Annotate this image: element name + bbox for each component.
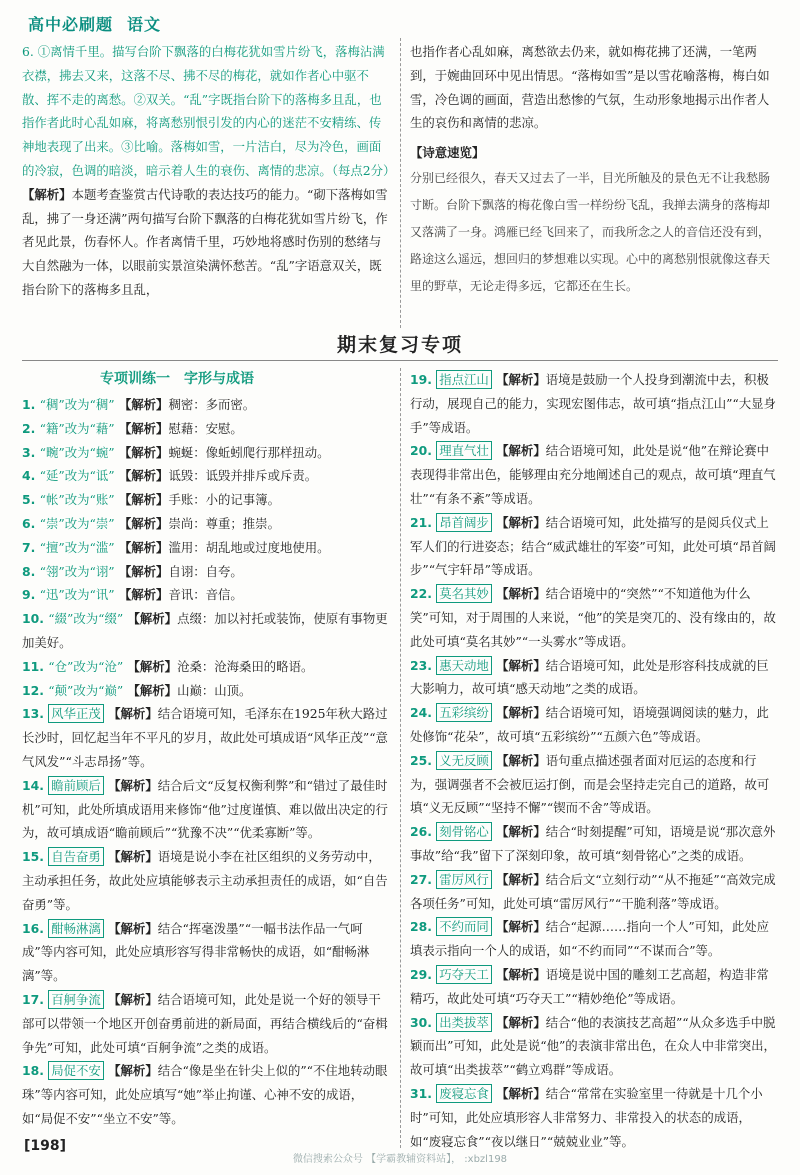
item-number: 28. <box>410 919 437 935</box>
answer-item <box>410 1082 776 1153</box>
answer-item <box>410 439 776 510</box>
item-analysis: 点缀：加以衬托或装饰，使原有事物更加美好。 <box>22 611 388 650</box>
answer-item <box>22 702 392 773</box>
analysis-tag: 【解析】 <box>103 777 158 793</box>
series-title: 高中必刷题 <box>28 15 114 34</box>
item-answer: 理直气壮 <box>436 441 492 460</box>
answer-item <box>22 512 392 536</box>
answer-item <box>410 511 776 582</box>
item-answer: 不约而同 <box>436 917 492 936</box>
item-number: 26. <box>410 824 437 840</box>
item-number: 7. <box>22 539 40 555</box>
item-answer: “延”改为“诋” <box>39 468 115 484</box>
item-number: 23. <box>410 657 437 673</box>
item-number: 2. <box>22 420 40 436</box>
item-analysis: 语境是鼓励一个人投身到潮流中去，积极行动，展现自己的能力，实现宏图伟志，故可填“指点江山”“大显身手”等成语。 <box>410 372 776 435</box>
item-answer: “畹”改为“蜿” <box>39 444 115 460</box>
item-analysis: 语句重点描述强者面对厄运的态度和行为，强调强者不会被厄运打倒，而是会坚持走完自己的道路，故可填“义无反顾”“坚持不懈”“锲而不舍”等成语。 <box>410 752 770 816</box>
answer-item <box>22 464 392 488</box>
item-analysis: 崇尚：尊重；推崇。 <box>168 515 280 531</box>
item-analysis: 慰藉：安慰。 <box>168 420 243 436</box>
item-answer: “擅”改为“滥” <box>39 539 115 555</box>
analysis-tag: 【解析】 <box>491 752 546 768</box>
item-answer: “翎”改为“诩” <box>39 563 115 579</box>
analysis-tag: 【解析】 <box>114 587 169 603</box>
q6-answer: 6. ①离情千里。描写台阶下飘落的白梅花犹如雪片纷飞，落梅沾满衣襟，拂去又来，这落不尽、拂不尽的梅花，就如作者心中驱不散、挥不走的离愁。②双关。“乱”字既指台阶下的落梅多且乱，也指作者此时心乱如麻，将离愁别恨引发的内心的迷茫不安精练、传神地表现了出来。③比喻。落梅如雪，一片洁白，尽为冷色，画面的冷寂，色调的暗淡，暗示着人生的衰伤、离情的悲凉。（每点2分） <box>22 44 396 178</box>
item-analysis: 结合后文“反复权衡利弊”和“错过了最佳时机”可知，此处所填成语用来修饰“他”过度谨慎、难以做出决定的行为，故可填成语“瞻前顾后”“犹豫不决”“优柔寡断”等。 <box>22 777 388 841</box>
subject-title: 语文 <box>127 15 162 34</box>
answer-item <box>410 963 776 1011</box>
item-analysis: 结合语境可知，此处是说“他”在辩论赛中表现得非常出色，能够理由充分地阐述自己的观点，故可填“理直气壮”“有条不紊”等成语。 <box>410 443 776 506</box>
item-number: 3. <box>22 444 40 460</box>
answer-item <box>22 655 392 679</box>
item-number: 27. <box>410 871 437 887</box>
item-analysis: 手账：小的记事簿。 <box>168 492 280 508</box>
item-answer: “帐”改为“账” <box>39 492 115 508</box>
item-answer: “籍”改为“藉” <box>39 420 115 436</box>
analysis-tag: 【解析】 <box>103 991 158 1007</box>
answer-item <box>22 917 392 988</box>
item-analysis: 结合“他的表演技艺高超”“从众多选手中脱颖而出”可知，此处是说“他”的表演非常出色，在众人中非常突出，故可填“出类拔萃”“鹤立鸡群”等成语。 <box>410 1014 776 1078</box>
item-answer: “綴”改为“缀” <box>48 611 124 627</box>
item-number: 1. <box>22 397 40 412</box>
analysis-tag: 【解析】 <box>103 849 158 865</box>
analysis-tag: 【解析】 <box>103 920 158 936</box>
item-number: 10. <box>22 611 49 627</box>
item-answer: 瞻前顾后 <box>48 776 104 795</box>
item-analysis: 结合“起源……指向一个人”可知，此处应填表示指向一个人的成语，如“不约而同”“不谋而合”等。 <box>410 919 770 959</box>
item-analysis: 沧桑：沧海桑田的略语。 <box>177 658 314 674</box>
analysis-tag: 【解析】 <box>103 706 158 722</box>
item-number: 6. <box>22 515 40 531</box>
item-number: 13. <box>22 706 49 722</box>
item-analysis: 结合“时刻提醒”可知，语境是说“那次意外事故”给“我”留下了深刻印象，故可填“刻骨铭心”之类的成语。 <box>410 824 776 863</box>
item-number: 17. <box>22 991 49 1007</box>
analysis-tag: 【解析】 <box>123 658 178 674</box>
item-number: 21. <box>410 514 437 530</box>
analysis-tag: 【解析】 <box>123 611 178 627</box>
page-number: [198] <box>24 1138 67 1154</box>
item-number: 19. <box>410 372 437 387</box>
answer-item <box>22 393 392 417</box>
item-answer: “崇”改为“崇” <box>39 515 115 531</box>
item-number: 22. <box>410 586 437 602</box>
analysis-tag: 【解析】 <box>103 1063 158 1079</box>
item-answer: “颠”改为“巅” <box>48 682 124 698</box>
answer-item <box>410 868 776 916</box>
analysis-tag: 【解析】 <box>491 919 546 935</box>
item-answer: 百舸争流 <box>48 990 104 1009</box>
item-answer: 指点江山 <box>436 370 492 389</box>
item-analysis: 结合语境可知，毛泽东在1925年秋大路过长沙时，回忆起当年不平凡的岁月，故此处可填成语“风华正茂”“意气风发”“斗志昂扬”等。 <box>22 706 388 769</box>
item-answer: “迅”改为“讯” <box>39 587 115 603</box>
answer-item <box>410 582 776 653</box>
analysis-tag: 【解析】 <box>114 444 169 460</box>
analysis-tag: 【解析】 <box>491 824 546 840</box>
item-analysis: 结合语境可知，此处是说一个好的领导干部可以带领一个地区开创奋勇前进的新局面，再结合横线后的“奋楫争先”可知，此处可填“百舸争流”之类的成语。 <box>22 991 388 1055</box>
answer-item <box>22 679 392 703</box>
answer-item <box>410 915 776 963</box>
item-number: 20. <box>410 443 437 459</box>
analysis-tag: 【解析】 <box>491 657 546 673</box>
item-analysis: 结合“挥毫泼墨”“一幅书法作品一气呵成”等内容可知，此处应填形容写得非常畅快的成语，如“酣畅淋漓”等。 <box>22 920 370 984</box>
item-answer: 自告奋勇 <box>48 847 104 866</box>
item-answer: 废寝忘食 <box>436 1084 492 1103</box>
answer-item <box>410 654 776 702</box>
item-answer: 雷厉风行 <box>436 870 492 889</box>
analysis-tag: 【解析】 <box>491 705 546 721</box>
poem-translation: 分别已经很久，春天又过去了一半，目光所触及的景色无不让我愁肠寸断。台阶下飘落的梅花像白雪一样纷纷飞乱，我掸去满身的落梅却又落满了一身。鸿雁已经飞回来了，而我所念之人的音信还没有到，路途这么遥远，想回归的梦想难以实现。心中的离愁别恨就像这春天里的野草，无论走得多远，它都还在生长。 <box>410 170 771 293</box>
section-subtitle: 专项训练一 字形与成语 <box>100 371 254 387</box>
column-divider-bottom <box>400 368 401 1148</box>
item-number: 18. <box>22 1063 49 1079</box>
answer-item <box>410 1011 776 1082</box>
answer-item <box>22 988 392 1059</box>
item-number: 4. <box>22 468 40 484</box>
item-number: 15. <box>22 849 49 865</box>
answer-item <box>410 820 776 868</box>
analysis-tag: 【解析】 <box>491 443 546 459</box>
item-answer: “仓”改为“沧” <box>48 658 124 674</box>
q6-analysis: 【解析】本题考查鉴赏古代诗歌的表达技巧的能力。“砌下落梅如雪乱，拂了一身还满”两句描写台阶下飘落的白梅花犹如雪片纷飞，作者见此景，伤春怀人。作者离情千里，巧妙地将感时伤别的愁绪与大自然融为一体，以眼前实景渲染满怀愁苦。“乱”字语意双关，既指台阶下的落梅多且乱， <box>22 186 388 297</box>
answer-q6-block <box>22 40 396 302</box>
analysis-tag: 【解析】 <box>491 871 546 887</box>
answer-item <box>22 774 392 845</box>
answer-item <box>22 1059 392 1130</box>
answer-item <box>22 536 392 560</box>
item-analysis: 结合语境中的“突然”“不知道他为什么笑”可知，对于周围的人来说，“他”的笑是突兀的、没有缘由的，故此处可填“莫名其妙”“一头雾水”等成语。 <box>410 586 776 649</box>
item-analysis: 结合“像是坐在针尖上似的”“不住地转动眼珠”等内容可知，此处应填写“她”举止拘谨、心神不安的成语，如“局促不安”“坐立不安”等。 <box>22 1063 388 1126</box>
item-answer: 昂首阔步 <box>436 513 492 532</box>
poem-heading: 【诗意速览】 <box>410 145 485 161</box>
analysis-tag: 【解析】 <box>491 586 546 602</box>
item-analysis: 山巅：山顶。 <box>177 682 252 698</box>
item-analysis: 音讯：音信。 <box>168 587 243 603</box>
item-analysis: 语境是说小李在社区组织的义务劳动中，主动承担任务，故此处应填能够表示主动承担责任的成语，如“自告奋勇”等。 <box>22 849 388 912</box>
analysis-tag: 【解析】 <box>114 515 169 531</box>
item-analysis: 结合语境可知，此处是形容科技成就的巨大影响力，故可填“感天动地”之类的成语。 <box>410 657 769 697</box>
item-number: 5. <box>22 492 40 508</box>
answer-item <box>22 607 392 655</box>
item-analysis: 滥用：胡乱地或过度地使用。 <box>168 539 330 555</box>
column-divider-top <box>400 38 401 328</box>
item-answer: 刻骨铭心 <box>436 822 492 841</box>
item-analysis: 稠密：多而密。 <box>168 397 256 412</box>
item-analysis: 结合语境可知，语境强调阅读的魅力，此处修饰“花朵”，故可填“五彩缤纷”“五颜六色”等成语。 <box>410 705 769 744</box>
item-analysis: 结合“常常在实验室里一待就是十几个小时”可知，此处应填形容人非常努力、非常投入的状态的成语，如“废寝忘食”“夜以继日”“兢兢业业”等。 <box>410 1085 763 1149</box>
item-answer: 出类拔萃 <box>436 1013 492 1032</box>
answer-item <box>410 701 776 749</box>
analysis-tag: 【解析】 <box>114 420 169 436</box>
item-number: 9. <box>22 587 40 603</box>
item-answer: 酣畅淋漓 <box>48 919 104 938</box>
answer-item <box>22 583 392 607</box>
section-title: 期末复习专项 <box>336 334 463 356</box>
item-answer: 义无反顾 <box>436 751 492 770</box>
answer-item <box>22 560 392 584</box>
analysis-tag: 【解析】 <box>114 539 169 555</box>
item-analysis: 结合后文“立刻行动”“从不拖延”“高效完成各项任务”可知，此处可填“雷厉风行”“干脆利落”等成语。 <box>410 871 776 911</box>
analysis-tag: 【解析】 <box>114 397 169 412</box>
answer-item <box>22 488 392 512</box>
analysis-tag: 【解析】 <box>491 1085 546 1101</box>
analysis-tag: 【解析】 <box>123 682 178 698</box>
item-answer: 风华正茂 <box>48 704 104 723</box>
item-analysis: 自诩：自夸。 <box>168 563 243 579</box>
answer-q6-continued <box>410 40 776 300</box>
item-number: 31. <box>410 1085 437 1101</box>
item-answer: “稠”改为“稠” <box>39 397 115 412</box>
item-number: 24. <box>410 705 437 721</box>
analysis-tag: 【解析】 <box>114 468 169 484</box>
analysis-tag: 【解析】 <box>491 1014 546 1030</box>
answer-item <box>410 749 776 820</box>
item-analysis: 诋毁：诋毁并排斥或斥责。 <box>168 468 318 484</box>
footer-watermark: 微信搜索公众号 【学霸教辅资料站】， :xbzl198 <box>292 1154 508 1165</box>
analysis-tag: 【解析】 <box>491 966 546 982</box>
item-number: 12. <box>22 682 49 698</box>
analysis-tag: 【解析】 <box>114 563 169 579</box>
section-rule <box>22 360 778 361</box>
item-answer: 巧夺天工 <box>436 965 492 984</box>
answer-item <box>22 845 392 916</box>
item-number: 25. <box>410 752 437 768</box>
item-answer: 局促不安 <box>48 1061 104 1080</box>
item-answer: 惠天动地 <box>436 656 492 675</box>
answer-item <box>410 368 776 439</box>
item-number: 8. <box>22 563 40 579</box>
answers-left-column <box>22 393 392 1131</box>
item-answer: 莫名其妙 <box>436 584 492 603</box>
item-number: 14. <box>22 777 49 793</box>
item-number: 29. <box>410 966 437 982</box>
item-number: 11. <box>22 658 49 674</box>
item-analysis: 语境是说中国的雕刻工艺高超，构造非常精巧，故此处可填“巧夺天工”“精妙绝伦”等成语。 <box>410 966 769 1006</box>
q6-analysis-cont: 也指作者心乱如麻，离愁欲去仍来，就如梅花拂了还满，一笔两到，于婉曲回环中见出情思。“落梅如雪”是以雪花喻落梅，梅白如雪，冷色调的画面，营造出愁惨的气氛，生动形象地揭示出作者人生的哀伤和离情的悲凉。 <box>410 44 770 131</box>
analysis-tag: 【解析】 <box>491 372 546 387</box>
item-number: 30. <box>410 1014 437 1030</box>
analysis-tag: 【解析】 <box>491 514 546 530</box>
page-header <box>28 12 161 35</box>
analysis-tag: 【解析】 <box>114 492 169 508</box>
item-answer: 五彩缤纷 <box>436 703 492 722</box>
item-analysis: 结合语境可知，此处描写的是阅兵仪式上军人们的行进姿态；结合“威武雄壮的军姿”可知，此处可填“昂首阔步”“气宇轩昂”等成语。 <box>410 514 776 578</box>
answer-item <box>22 441 392 465</box>
item-number: 16. <box>22 920 49 936</box>
answer-item <box>22 417 392 441</box>
item-analysis: 蜿蜒：像蚯蚓爬行那样扭动。 <box>168 444 330 460</box>
answers-right-column <box>410 368 776 1153</box>
